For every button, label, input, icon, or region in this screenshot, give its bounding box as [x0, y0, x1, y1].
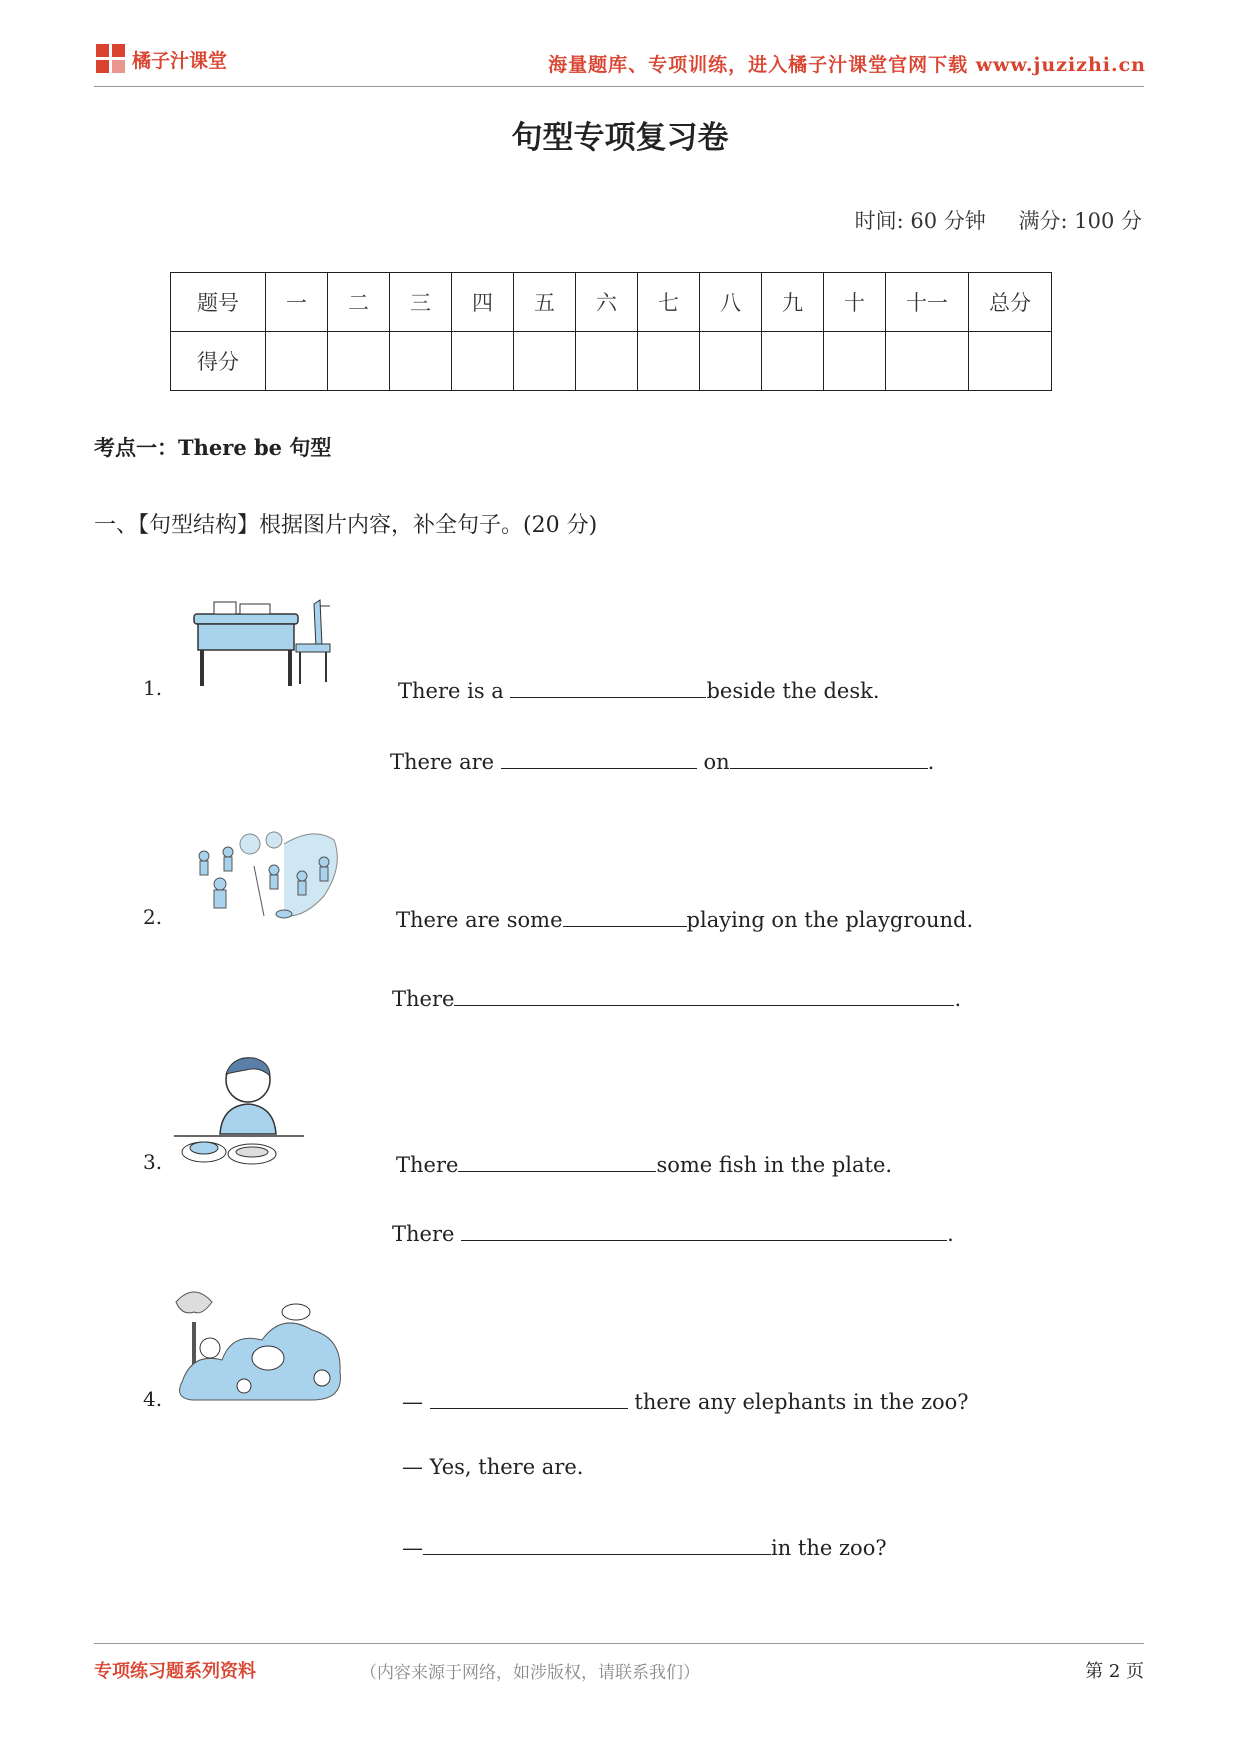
sentence-text: . — [947, 1222, 954, 1246]
brand-logo — [96, 44, 227, 74]
full-score: 满分: 100 分 — [1018, 209, 1142, 233]
answer-blank[interactable] — [510, 675, 706, 698]
score-cell — [576, 332, 638, 391]
question-number: 4. — [143, 1387, 163, 1411]
sentence-text: on — [703, 750, 730, 774]
sentence-text: playing on the playground. — [686, 908, 974, 932]
section-title: 考点一：There be 句型 — [94, 435, 332, 460]
score-table-row-label: 题号 — [171, 273, 266, 332]
question-number: 3. — [143, 1150, 163, 1174]
question-instruction: 一、【句型结构】根据图片内容，补全句子。(20 分) — [94, 513, 598, 538]
score-table — [170, 272, 1052, 391]
answer-blank[interactable] — [461, 1218, 947, 1241]
playground-children-picture — [184, 826, 348, 922]
sentence-text: . — [927, 750, 935, 774]
score-table-col: 八 — [700, 273, 762, 332]
answer-line — [396, 904, 973, 932]
score-cell — [886, 332, 969, 391]
sentence-text: There is a — [398, 679, 504, 703]
score-table-col: 一 — [266, 273, 328, 332]
exam-meta — [829, 205, 1142, 235]
sentence-text: There — [392, 987, 455, 1011]
answer-line — [402, 1532, 887, 1560]
score-table-col: 十 — [824, 273, 886, 332]
sentence-text: . — [954, 987, 962, 1011]
sentence-text: in the zoo? — [771, 1536, 887, 1560]
page-title: 句型专项复习卷 — [511, 120, 729, 156]
sentence-text: There are some — [396, 908, 563, 932]
answer-blank[interactable] — [730, 746, 928, 769]
answer-line — [402, 1386, 969, 1414]
answer-line — [392, 983, 961, 1011]
score-table-score-row — [171, 332, 1052, 391]
score-cell — [762, 332, 824, 391]
score-table-col: 六 — [576, 273, 638, 332]
sentence-text: — — [402, 1536, 423, 1560]
answer-line — [402, 1455, 583, 1479]
score-table-col: 十一 — [886, 273, 969, 332]
sentence-text: there any elephants in the zoo? — [634, 1390, 969, 1414]
score-table-row-label: 得分 — [171, 332, 266, 391]
score-table-col: 九 — [762, 273, 824, 332]
answer-blank[interactable] — [563, 904, 687, 927]
sentence-text: some fish in the plate. — [656, 1153, 893, 1177]
header-slogan: 海量题库、专项训练，进入橘子汁课堂官网下载 www.juzizhi.cn — [548, 54, 1146, 76]
answer-line — [396, 1149, 892, 1177]
sentence-text: There are — [390, 750, 495, 774]
score-cell — [266, 332, 328, 391]
score-cell — [824, 332, 886, 391]
sentence-text: — Yes, there are. — [402, 1455, 584, 1479]
score-cell — [328, 332, 390, 391]
desk-and-chair-picture — [190, 594, 360, 688]
question-number: 1. — [143, 676, 163, 700]
answer-line — [398, 675, 880, 703]
score-cell — [514, 332, 576, 391]
answer-blank[interactable] — [501, 746, 697, 769]
header-divider — [94, 86, 1144, 87]
answer-blank[interactable] — [458, 1149, 656, 1172]
score-cell — [638, 332, 700, 391]
score-table-header-row — [171, 273, 1052, 332]
boy-eating-fish-picture — [172, 1054, 308, 1172]
score-table-col: 三 — [390, 273, 452, 332]
sentence-text: There — [396, 1153, 459, 1177]
sentence-text: beside the desk. — [706, 679, 880, 703]
answer-blank[interactable] — [454, 983, 954, 1006]
zoo-animals-picture — [172, 1282, 348, 1406]
score-table-col: 四 — [452, 273, 514, 332]
answer-line — [392, 1218, 954, 1246]
time-limit: 时间: 60 分钟 — [854, 209, 986, 233]
footer-divider — [94, 1643, 1144, 1644]
answer-blank[interactable] — [423, 1532, 771, 1555]
score-cell — [390, 332, 452, 391]
score-table-col: 五 — [514, 273, 576, 332]
logo-icon — [96, 44, 126, 74]
sentence-text: — — [402, 1390, 423, 1414]
footer-series: 专项练习题系列资料 — [94, 1661, 256, 1682]
answer-blank[interactable] — [430, 1386, 628, 1409]
score-cell — [700, 332, 762, 391]
score-cell — [452, 332, 514, 391]
question-number: 2. — [143, 905, 163, 929]
score-cell — [969, 332, 1052, 391]
answer-line — [390, 746, 934, 774]
brand-name: 橘子汁课堂 — [132, 49, 228, 72]
score-table-col: 七 — [638, 273, 700, 332]
score-table-col: 二 — [328, 273, 390, 332]
footer-copyright-note: （内容来源于网络，如涉版权，请联系我们） — [360, 1663, 700, 1683]
score-table-col: 总分 — [969, 273, 1052, 332]
page-number: 第 2 页 — [1085, 1661, 1144, 1682]
sentence-text: There — [392, 1222, 455, 1246]
